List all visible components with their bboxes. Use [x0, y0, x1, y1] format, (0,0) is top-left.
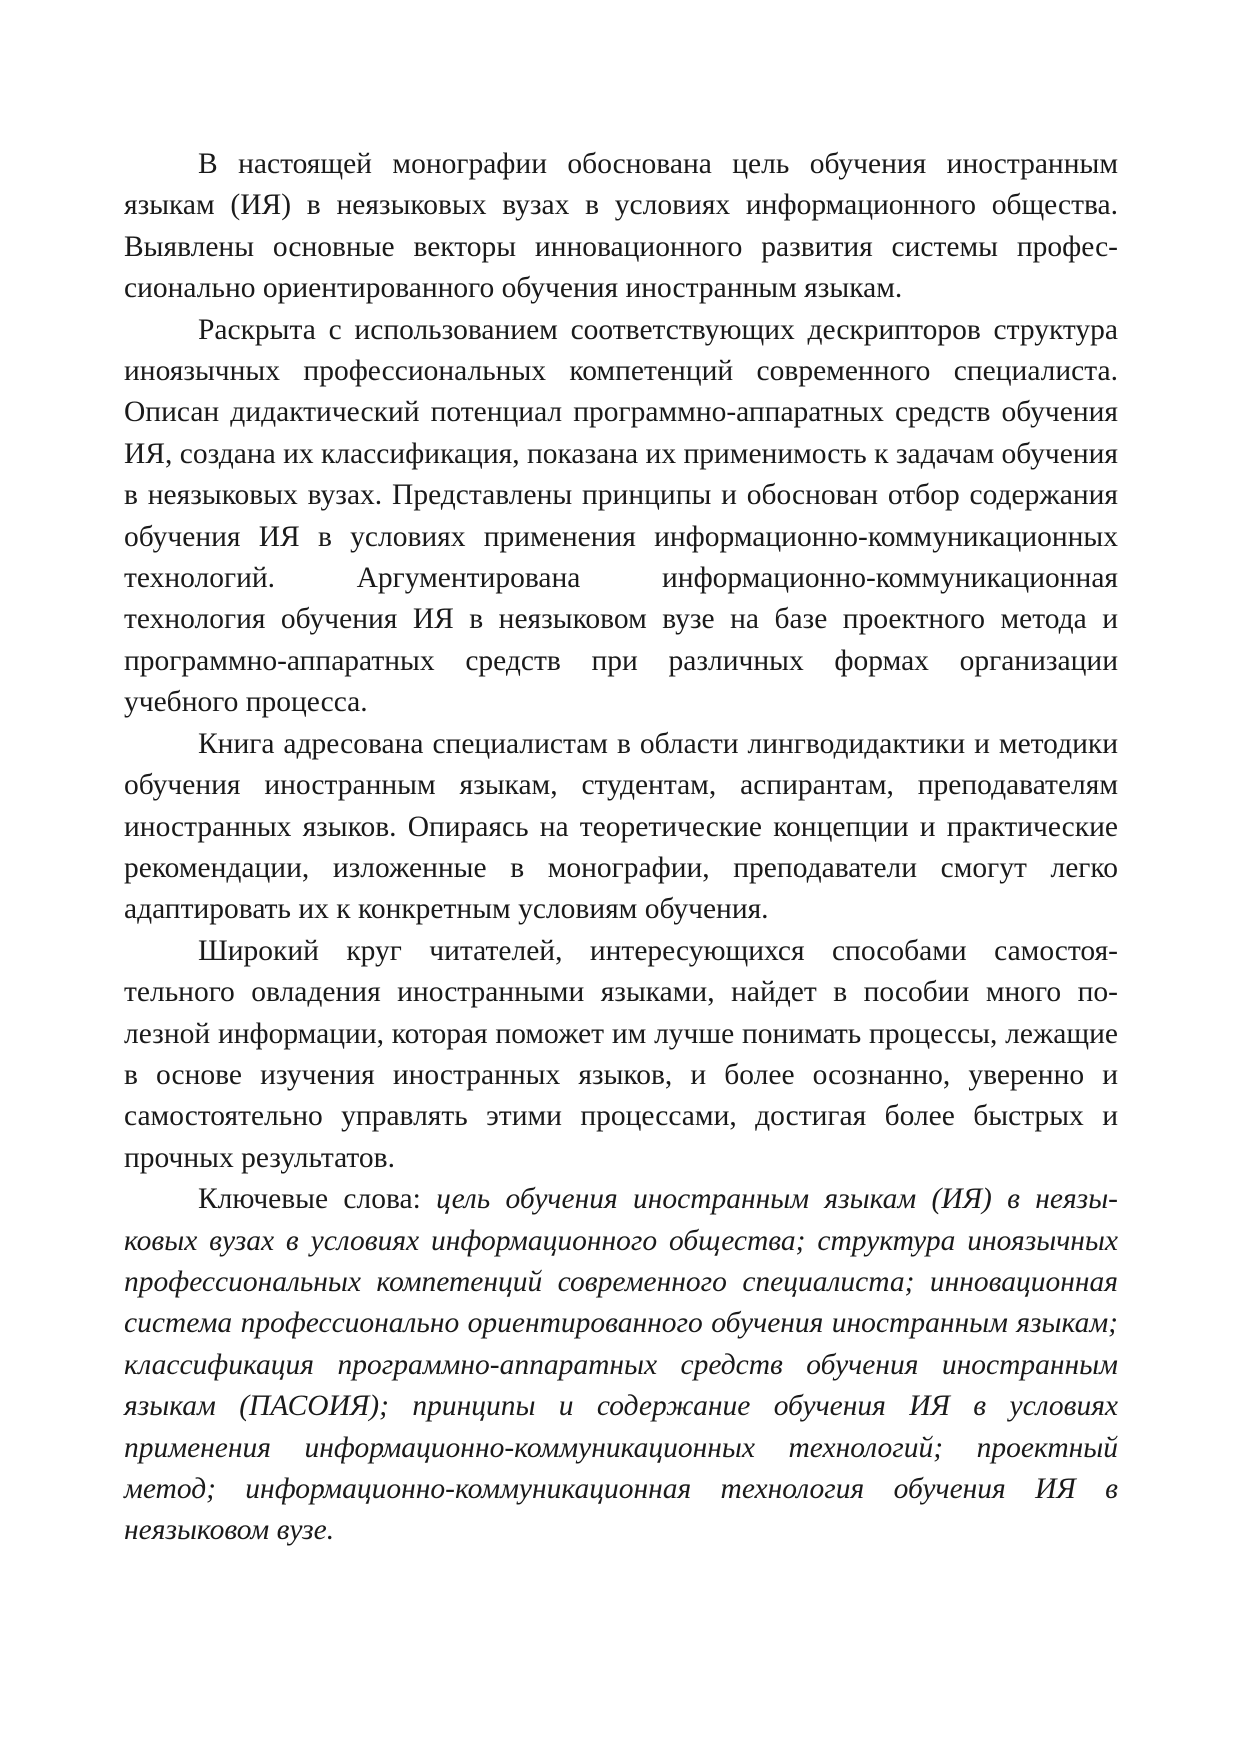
keywords-text: цель обучения иностранным языкам (ИЯ) в неязыковых вузах в условиях информационного общества; структура иноязычных профессиональных компетенций современного специалиста; инновационная система профессионально ориентированного обучения иностранным языкам; классификация программно-аппаратных средств обучения иностранным языкам (ПАСОИЯ); принципы и содержание обучения ИЯ в условиях применения информационно-коммуникационных технологий; проектный метод; информационно-коммуникационная технология обучения ИЯ в неязыковом вузе.	[124, 1183, 1118, 1547]
paragraph-audience: Книга адресована специалистам в области лингводидактики и методики обучения иностранным языкам, студентам, аспирантам, преподавателям иностранных языков. Опираясь на теоретические концепции и практические рекомендации, изложенные в монографии, преподаватели смогут легко адаптировать их к конкретным условиям обучения.	[124, 727, 1118, 926]
paragraph-keywords	[124, 1179, 1118, 1552]
page-body	[124, 144, 1118, 1552]
paragraph-goal: В настоящей монографии обоснована цель обучения иностранным языкам (ИЯ) в неязыковых вузах в условиях информационного общества. Выявлены основные векторы инновационного развития системы профессионально ориентированного обучения иностранным языкам.	[124, 148, 1118, 305]
paragraph-readers: Широкий круг читателей, интересующихся способами самостоятельного овладения иностранными языками, найдет в пособии много полезной информации, которая поможет им лучше понимать процессы, лежащие в основе изучения иностранных языков, и более осознанно, уверенно и самостоятельно управлять этими процессами, достигая более быстрых и прочных результатов.	[124, 934, 1118, 1174]
paragraph-structure: Раскрыта с использованием соответствующих дескрипторов структура иноязычных профессиональных компетенций современного специалиста. Описан дидактический потенциал программно-аппаратных средств обучения ИЯ, создана их классификация, показана их применимость к задачам обучения в неязыковых вузах. Представлены принципы и обоснован отбор содержания обучения ИЯ в условиях применения информационно-коммуникационных технологий. Аргументирована информационно-коммуникационная технология обучения ИЯ в неязыковом вузе на базе проектного метода и программно-аппаратных средств при различных формах организации учебного процесса.	[124, 313, 1118, 719]
keywords-label: Ключевые слова:	[198, 1183, 437, 1216]
